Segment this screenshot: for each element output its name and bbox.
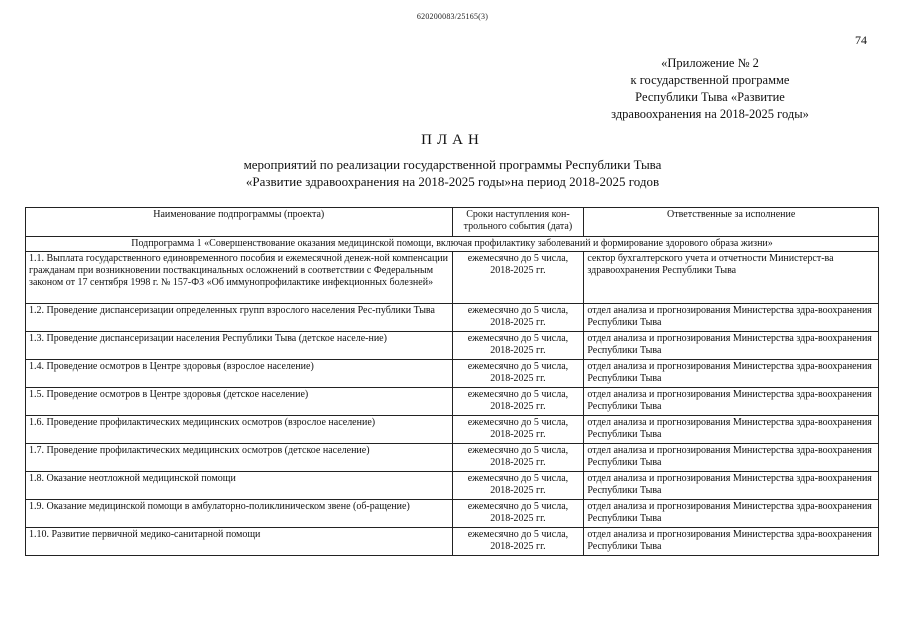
activity-responsible: сектор бухгалтерского учета и отчетности Министерст-ва здравоохранения Республики Тыва [584, 252, 879, 304]
table-row [26, 388, 879, 416]
activity-name: 1.2. Проведение диспансеризации определенных групп взрослого населения Рес-публики Тыва [26, 304, 453, 332]
activity-name: 1.7. Проведение профилактических медицинских осмотров (детское население) [26, 444, 453, 472]
table-header-row [26, 208, 879, 237]
activity-responsible: отдел анализа и прогнозирования Министерства здра-воохранения Республики Тыва [584, 500, 879, 528]
plan-title: ПЛАН [421, 132, 484, 148]
table-row [26, 528, 879, 556]
activity-deadline: ежемесячно до 5 числа, 2018-2025 гг. [452, 444, 584, 472]
activity-deadline: ежемесячно до 5 числа, 2018-2025 гг. [452, 252, 584, 304]
activity-name: 1.9. Оказание медицинской помощи в амбулаторно-поликлиническом звене (об-ращение) [26, 500, 453, 528]
table-row [26, 472, 879, 500]
activity-deadline: ежемесячно до 5 числа, 2018-2025 гг. [452, 472, 584, 500]
plan-subtitle-line: мероприятий по реализации государственной программы Республики Тыва [243, 157, 662, 172]
plan-subtitle-line: «Развитие здравоохранения на 2018-2025 годы»на период 2018-2025 годов [245, 174, 660, 189]
subprogram-title: Подпрограмма 1 «Совершенствование оказания медицинской помощи, включая профилактику заболеваний и формирование здорового образа жизни» [26, 237, 879, 252]
table-row [26, 360, 879, 388]
subprogram-row [26, 237, 879, 252]
activity-deadline: ежемесячно до 5 числа, 2018-2025 гг. [452, 416, 584, 444]
activity-responsible: отдел анализа и прогнозирования Министерства здра-воохранения Республики Тыва [584, 416, 879, 444]
column-header-deadline: Сроки наступления кон-трольного события (дата) [452, 208, 584, 237]
appendix-line: здравоохранения на 2018-2025 годы» [611, 107, 809, 121]
activity-name: 1.10. Развитие первичной медико-санитарной помощи [26, 528, 453, 556]
table-row [26, 332, 879, 360]
column-header-name: Наименование подпрограммы (проекта) [26, 208, 453, 237]
plan-table [25, 207, 879, 556]
plan-subtitle [0, 156, 905, 190]
activity-name: 1.6. Проведение профилактических медицинских осмотров (взрослое население) [26, 416, 453, 444]
activity-responsible: отдел анализа и прогнозирования Министерства здра-воохранения Республики Тыва [584, 444, 879, 472]
table-row [26, 416, 879, 444]
appendix-line: Республики Тыва «Развитие [635, 90, 785, 104]
activity-deadline: ежемесячно до 5 числа, 2018-2025 гг. [452, 304, 584, 332]
activity-deadline: ежемесячно до 5 числа, 2018-2025 гг. [452, 332, 584, 360]
table-row [26, 444, 879, 472]
activity-name: 1.8. Оказание неотложной медицинской помощи [26, 472, 453, 500]
activity-deadline: ежемесячно до 5 числа, 2018-2025 гг. [452, 528, 584, 556]
table-row [26, 304, 879, 332]
document-code: 620200083/25165(3) [416, 12, 489, 21]
activity-deadline: ежемесячно до 5 числа, 2018-2025 гг. [452, 360, 584, 388]
activity-name: 1.1. Выплата государственного единовременного пособия и ежемесячной денеж-ной компенсации гражданам при возникновении поствакцинальных осложнений в соответствии с Федеральным законом от 17 сентября 1998 г. № 157-ФЗ «Об иммунопрофилактике инфекционных болезней» [26, 252, 453, 304]
table-row [26, 252, 879, 304]
activity-name: 1.4. Проведение осмотров в Центре здоровья (взрослое население) [26, 360, 453, 388]
appendix-line: «Приложение № 2 [661, 56, 759, 70]
activity-responsible: отдел анализа и прогнозирования Министерства здра-воохранения Республики Тыва [584, 332, 879, 360]
activity-responsible: отдел анализа и прогнозирования Министерства здра-воохранения Республики Тыва [584, 528, 879, 556]
appendix-line: к государственной программе [630, 73, 790, 87]
table-row [26, 500, 879, 528]
page-number: 74 [855, 33, 867, 47]
activity-responsible: отдел анализа и прогнозирования Министерства здра-воохранения Республики Тыва [584, 360, 879, 388]
activity-deadline: ежемесячно до 5 числа, 2018-2025 гг. [452, 388, 584, 416]
activity-responsible: отдел анализа и прогнозирования Министерства здра-воохранения Республики Тыва [584, 304, 879, 332]
activity-name: 1.5. Проведение осмотров в Центре здоровья (детское население) [26, 388, 453, 416]
activity-name: 1.3. Проведение диспансеризации населения Республики Тыва (детское населе-ние) [26, 332, 453, 360]
appendix-block [560, 55, 860, 123]
column-header-responsible: Ответственные за исполнение [584, 208, 879, 237]
activity-deadline: ежемесячно до 5 числа, 2018-2025 гг. [452, 500, 584, 528]
activity-responsible: отдел анализа и прогнозирования Министерства здра-воохранения Республики Тыва [584, 472, 879, 500]
activity-responsible: отдел анализа и прогнозирования Министерства здра-воохранения Республики Тыва [584, 388, 879, 416]
